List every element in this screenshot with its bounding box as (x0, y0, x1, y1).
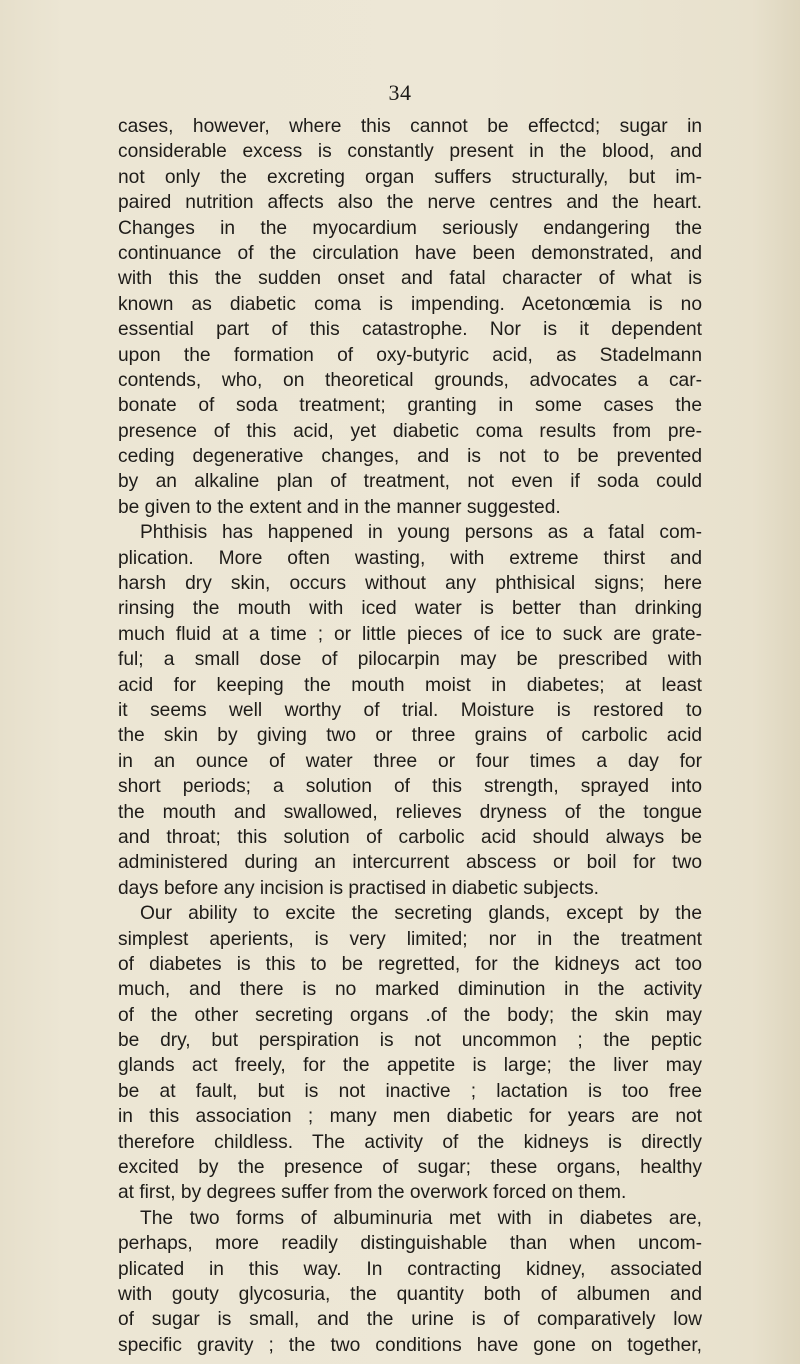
text-line: simplest aperients, is very limited; nor in the treatment (118, 928, 702, 950)
text-line: cases, however, where this cannot be effectcd; sugar in (118, 116, 702, 137)
text-line: upon the formation of oxy-butyric acid, as Stadelmann (118, 344, 702, 366)
text-line: short periods; a solution of this strength, sprayed into (118, 776, 702, 798)
text-line: continuance of the circulation have been demonstrated, and (118, 242, 702, 264)
text-line: the mouth and swallowed, relieves dryness of the tongue (118, 801, 702, 823)
text-line: Our ability to excite the secreting glands, except by the (140, 903, 702, 925)
text-line: the skin by giving two or three grains of carbolic acid (118, 725, 702, 747)
text-line: therefore childless. The activity of the kidneys is directly (118, 1131, 702, 1153)
text-line: specific gravity ; the two conditions have gone on together, (118, 1334, 702, 1356)
body-text (118, 114, 702, 1358)
text-line: be given to the extent and in the manner suggested. (118, 496, 561, 518)
text-line: with this the sudden onset and fatal character of what is (118, 268, 702, 290)
text-line: perhaps, more readily distinguishable than when uncom- (118, 1233, 702, 1255)
text-line: harsh dry skin, occurs without any phthisical signs; here (118, 573, 702, 595)
text-line: in an ounce of water three or four times a day for (118, 750, 702, 772)
text-line: acid for keeping the mouth moist in diabetes; at least (118, 674, 702, 696)
text-line: paired nutrition affects also the nerve centres and the heart. (118, 192, 702, 214)
text-line: Phthisis has happened in young persons as a fatal com- (140, 522, 702, 544)
text-line: days before any incision is practised in diabetic subjects. (118, 877, 600, 899)
text-line: Changes in the myocardium seriously endangering the (118, 217, 702, 239)
text-line: be dry, but perspiration is not uncommon ; the peptic (118, 1030, 702, 1052)
text-line: by an alkaline plan of treatment, not even if soda could (118, 471, 702, 493)
text-line: in this association ; many men diabetic for years are not (118, 1106, 702, 1128)
text-line: at first, by degrees suffer from the overwork forced on them. (118, 1182, 627, 1204)
text-line: much, and there is no marked diminution in the activity (118, 979, 702, 1001)
text-line: bonate of soda treatment; granting in some cases the (118, 395, 702, 417)
text-line: not only the excreting organ suffers structurally, but im- (118, 166, 702, 188)
text-line: ceding degenerative changes, and is not to be prevented (118, 446, 702, 468)
text-line: plication. More often wasting, with extreme thirst and (118, 547, 702, 569)
text-line: excited by the presence of sugar; these organs, healthy (118, 1157, 702, 1179)
text-line: it seems well worthy of trial. Moisture is restored to (118, 699, 702, 721)
text-line: administered during an intercurrent abscess or boil for two (118, 852, 702, 874)
text-line: known as diabetic coma is impending. Acetonœmia is no (118, 293, 702, 315)
text-line: presence of this acid, yet diabetic coma results from pre- (118, 420, 702, 442)
text-line: of sugar is small, and the urine is of comparatively low (118, 1309, 702, 1331)
text-line: glands act freely, for the appetite is large; the liver may (118, 1055, 702, 1077)
text-line: of diabetes is this to be regretted, for the kidneys act too (118, 953, 702, 975)
text-line: considerable excess is constantly present in the blood, and (118, 141, 702, 163)
text-line: rinsing the mouth with iced water is better than drinking (118, 598, 702, 620)
text-line: much fluid at a time ; or little pieces of ice to suck are grate- (118, 623, 702, 645)
text-line: ful; a small dose of pilocarpin may be prescribed with (118, 649, 702, 671)
text-line: with gouty glycosuria, the quantity both of albumen and (118, 1283, 702, 1305)
text-line: essential part of this catastrophe. Nor is it dependent (118, 319, 702, 341)
text-line: plicated in this way. In contracting kidney, associated (118, 1258, 702, 1280)
text-line: of the other secreting organs .of the body; the skin may (118, 1004, 702, 1026)
text-line: contends, who, on theoretical grounds, advocates a car- (118, 369, 702, 391)
text-line: The two forms of albuminuria met with in diabetes are, (140, 1207, 702, 1229)
page-number: 34 (388, 80, 412, 105)
text-line: and throat; this solution of carbolic acid should always be (118, 826, 702, 848)
text-line: be at fault, but is not inactive ; lactation is too free (118, 1080, 702, 1102)
